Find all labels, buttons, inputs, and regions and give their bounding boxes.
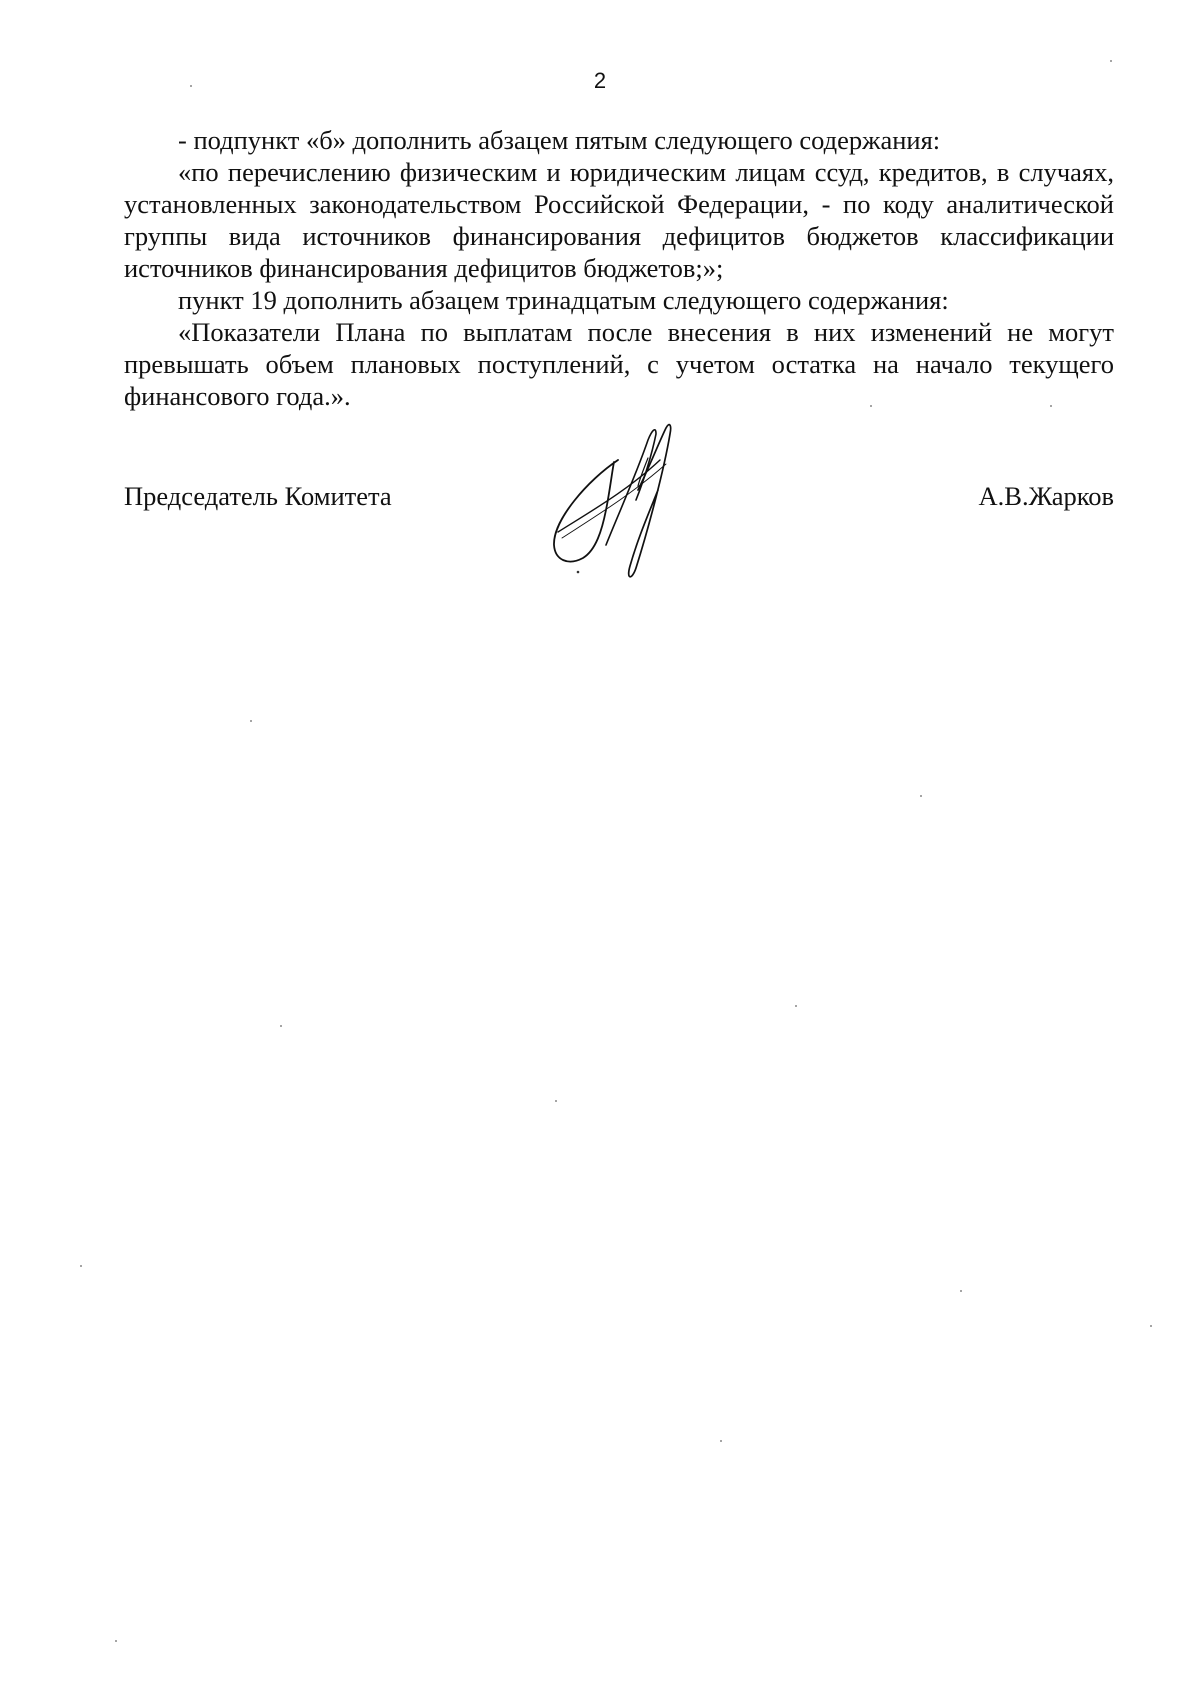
scan-speck xyxy=(870,405,872,407)
scan-speck xyxy=(1150,1325,1152,1327)
paragraph-point-19: пункт 19 дополнить абзацем тринадцатым следующего содержания: xyxy=(178,285,949,315)
signatory-title: Председатель Комитета xyxy=(124,481,392,511)
scan-speck xyxy=(80,1265,82,1267)
scan-speck xyxy=(115,1640,117,1642)
paragraph-subpoint-b: - подпункт «б» дополнить абзацем пятым следующего содержания: xyxy=(178,125,941,155)
signatory-name: А.В.Жарков xyxy=(978,481,1114,511)
scan-speck xyxy=(920,795,922,797)
paragraph-subpoint-b-content: «по перечислению физическим и юридическим лицам ссуд, кредитов, в случаях, установленных законодательством Российской Федерации, - по коду аналитической группы вида источников финансирования дефицитов бюджетов классификации источников финансирования дефицитов бюджетов;»; xyxy=(124,157,1114,283)
scan-speck xyxy=(1050,405,1052,407)
scan-speck xyxy=(720,1440,722,1442)
scan-speck xyxy=(190,85,192,87)
paragraph-point-19-content: «Показатели Плана по выплатам после внесения в них изменений не могут превышать объем плановых поступлений, с учетом остатка на начало текущего финансового года.». xyxy=(124,317,1114,411)
scan-speck xyxy=(280,1025,282,1027)
scan-speck xyxy=(250,720,252,722)
page-number: 2 xyxy=(593,68,607,93)
scan-speck xyxy=(795,1005,797,1007)
scan-speck xyxy=(1110,60,1112,62)
handwritten-signature xyxy=(548,420,728,620)
document-body xyxy=(124,124,1114,412)
scan-speck xyxy=(960,1290,962,1292)
scan-speck xyxy=(555,1100,557,1102)
